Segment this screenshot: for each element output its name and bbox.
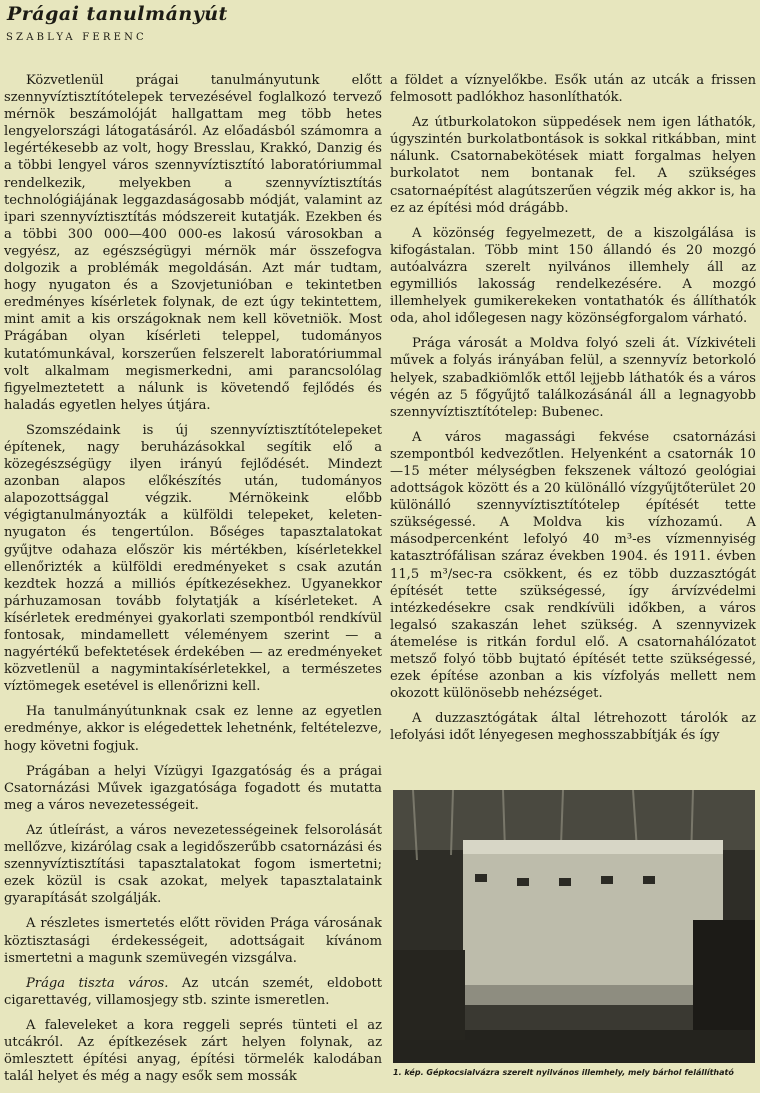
paragraph xyxy=(4,975,382,1009)
paragraph: Prágában a helyi Vízügyi Igazgatóság és a prágai Csatornázási Művek igazgatósága fogadott és mutatta meg a város nevezetességeit. xyxy=(4,763,382,813)
figure-photo xyxy=(393,790,755,1063)
figure-caption: 1. kép. Gépkocsialvázra szerelt nyilvános illemhely, mely bárhol felállítható xyxy=(393,1068,734,1077)
paragraph-text: Az utcán szemét, eldobott cigarettavég, villamosjegy stb. szinte ismeretlen. xyxy=(4,975,382,1008)
paragraph: Szomszédaink is új szennyvíztisztítótelepeket építenek, nagy beruházásokkal segítik elő a közegészségügy ilyen irányú fejlődését. Mindezt azonban alapos előkészítés után, tudományos alapozottsággal végzik. Mérnökeink előbb végigtanulmányozták a külföldi telepeket, keleten-nyugaton és tengertúlon. Bőséges tapasztalatokat gyűjtve odahaza először kis mértékben, kísérletekkel ellenőrizték a külföldi eredményeket s csak azután kezdtek hozzá a milliós építkezésekhez. Ugyanekkor párhuzamosan tovább folytatják a kísérleteket. A kísérletek eredményei gyakorlati szempontból rendkívül fontosak, mindamellett véleményem szerint — a nagyértékű befektetések érdekében — az eredményeket közvetlenül a nagymintakísérletekkel, a természetes víztömegek esetével is ellenőrizni kell. xyxy=(4,422,382,695)
paragraph: Ha tanulmányútunknak csak ez lenne az egyetlen eredménye, akkor is elégedettek lehetnénk, feltételezve, hogy követni fogjuk. xyxy=(4,704,382,754)
left-column xyxy=(4,72,382,1093)
author-byline: SZABLYA FERENC xyxy=(6,32,147,43)
italic-lead: Prága tiszta város. xyxy=(26,975,169,991)
paragraph: A város magassági fekvése csatornázási szempontból kedvezőtlen. Helyenként a csatornák 10—15 méter mélységben fekszenek változó geológiai adottságok között és a 20 különálló vízgyűjtőterület 20 különálló szennyvíztisztítótelep építését tette szükségessé. A Moldva kis vízhozamú. A másodpercenként lefolyó 40 m³-es vízmennyiség katasztrófálisan száraz években 1904. és 1911. évben 11,5 m³/sec-ra csökkent, és ez több duzzasztógát építését tette szükségessé, így árvízvédelmi intézkedésekre csak rendkívüli időkben, a város legalsó szakaszán lehet szükség. A szennyvizek átemelése is ritkán fordul elő. A csatornahálózatot metsző folyó több bujtató építését tette szükségessé, ezek építése azonban a kis vízfolyás mellett nem okozott különösebb nehézséget. xyxy=(390,429,756,702)
paragraph: A közönség fegyelmezett, de a kiszolgálása is kifogástalan. Több mint 150 állandó és 20 mozgó autóalvázra szerelt nyilvános illemhely áll az egymilliós lakosság rendelkezésére. A mozgó illemhelyek gumikerekeken vontathatók és állíthatók oda, ahol időlegesen nagy közönségforgalom várható. xyxy=(390,225,756,327)
paragraph: Közvetlenül prágai tanulmányutunk előtt szennyvíztisztítótelepek tervezésével foglalkozó tervező mérnök beszámolóját hallgattam meg több hetes lengyelországi látogatásáról. Az előadásból számomra a legértékesebb az volt, hogy Bresslau, Krakkó, Danzig és a többi lengyel város szennyvíztisztító laboratóriummal rendelkezik, melyekben a szennyvíztisztítás technológiájának leggazdaságosabb módját, valamint az ipari szennyvíztisztítás módszereit kutatják. Ezekben és a többi 300 000—400 000-es lakosú városokban a vegyész, az egészségügyi mérnök már összefogva dolgozik a problémák megoldásán. Azt már tudtam, hogy nyugaton és a Szovjetunióban e tekintetben eredményes kísérletek folynak, de ezt úgy tekintettem, mint amit a kis országoknak nem kell követniök. Most Prágában olyan kísérleti teleppel, tudományos kutatómunkával, korszerűen felszerelt laboratóriummal volt alkalmam megismerkedni, ami parancsolólag figyelmeztetett a nálunk is követendő fejlődés és haladás egyetlen helyes útjára. xyxy=(4,73,382,413)
paragraph: A duzzasztógátak által létrehozott tárolók az lefolyási időt lényegesen meghosszabbítják és így xyxy=(390,711,756,744)
paragraph: Az útleírást, a város nevezetességeinek felsorolását mellőzve, kizárólag csak a legidőszerűbb csatornázási és szennyvíztisztítási tapasztalatokat fogom ismertetni; ezek közül is csak azokat, melyek tapasztalataink gyarapítását szolgálják. xyxy=(4,822,382,907)
paragraph: A részletes ismertetés előtt röviden Prága városának köztisztasági érdekességeit, adottságait kívánom ismertetni a magunk szemüvegén vizsgálva. xyxy=(4,916,382,966)
paragraph: a földet a víznyelőkbe. Esők után az utcák a frissen felmosott padlókhoz hasonlíthatók. xyxy=(390,73,756,106)
right-column xyxy=(390,72,756,752)
paragraph: Prága városát a Moldva folyó szeli át. Vízkivételi művek a folyás irányában felül, a szennyvíz betorkoló helyek, szabadkiömlők ettől lejjebb láthatók és a város végén az 5 főgyűjtő találkozásánál áll a legnagyobb szennyvíztisztítótelep: Bubenec. xyxy=(390,336,756,420)
article-title: Prágai tanulmányút xyxy=(7,3,228,25)
paragraph: A faleveleket a kora reggeli seprés tünteti el az utcákról. Az építkezések zárt helyen folynak, az ömlesztett építési anyag, építési törmelék kalodában talál helyet és még a nagy esők sem mossák xyxy=(4,1017,382,1085)
paragraph: Az útburkolatokon süppedések nem igen láthatók, úgyszintén burkolatbontások is sokkal ritkábban, mint nálunk. Csatornabekötések miatt forgalmas helyen burkolatot nem bontanak fel. A szükséges csatornaépítést alagútszerűen végzik még akkor is, ha ez az építési mód drágább. xyxy=(390,115,756,216)
